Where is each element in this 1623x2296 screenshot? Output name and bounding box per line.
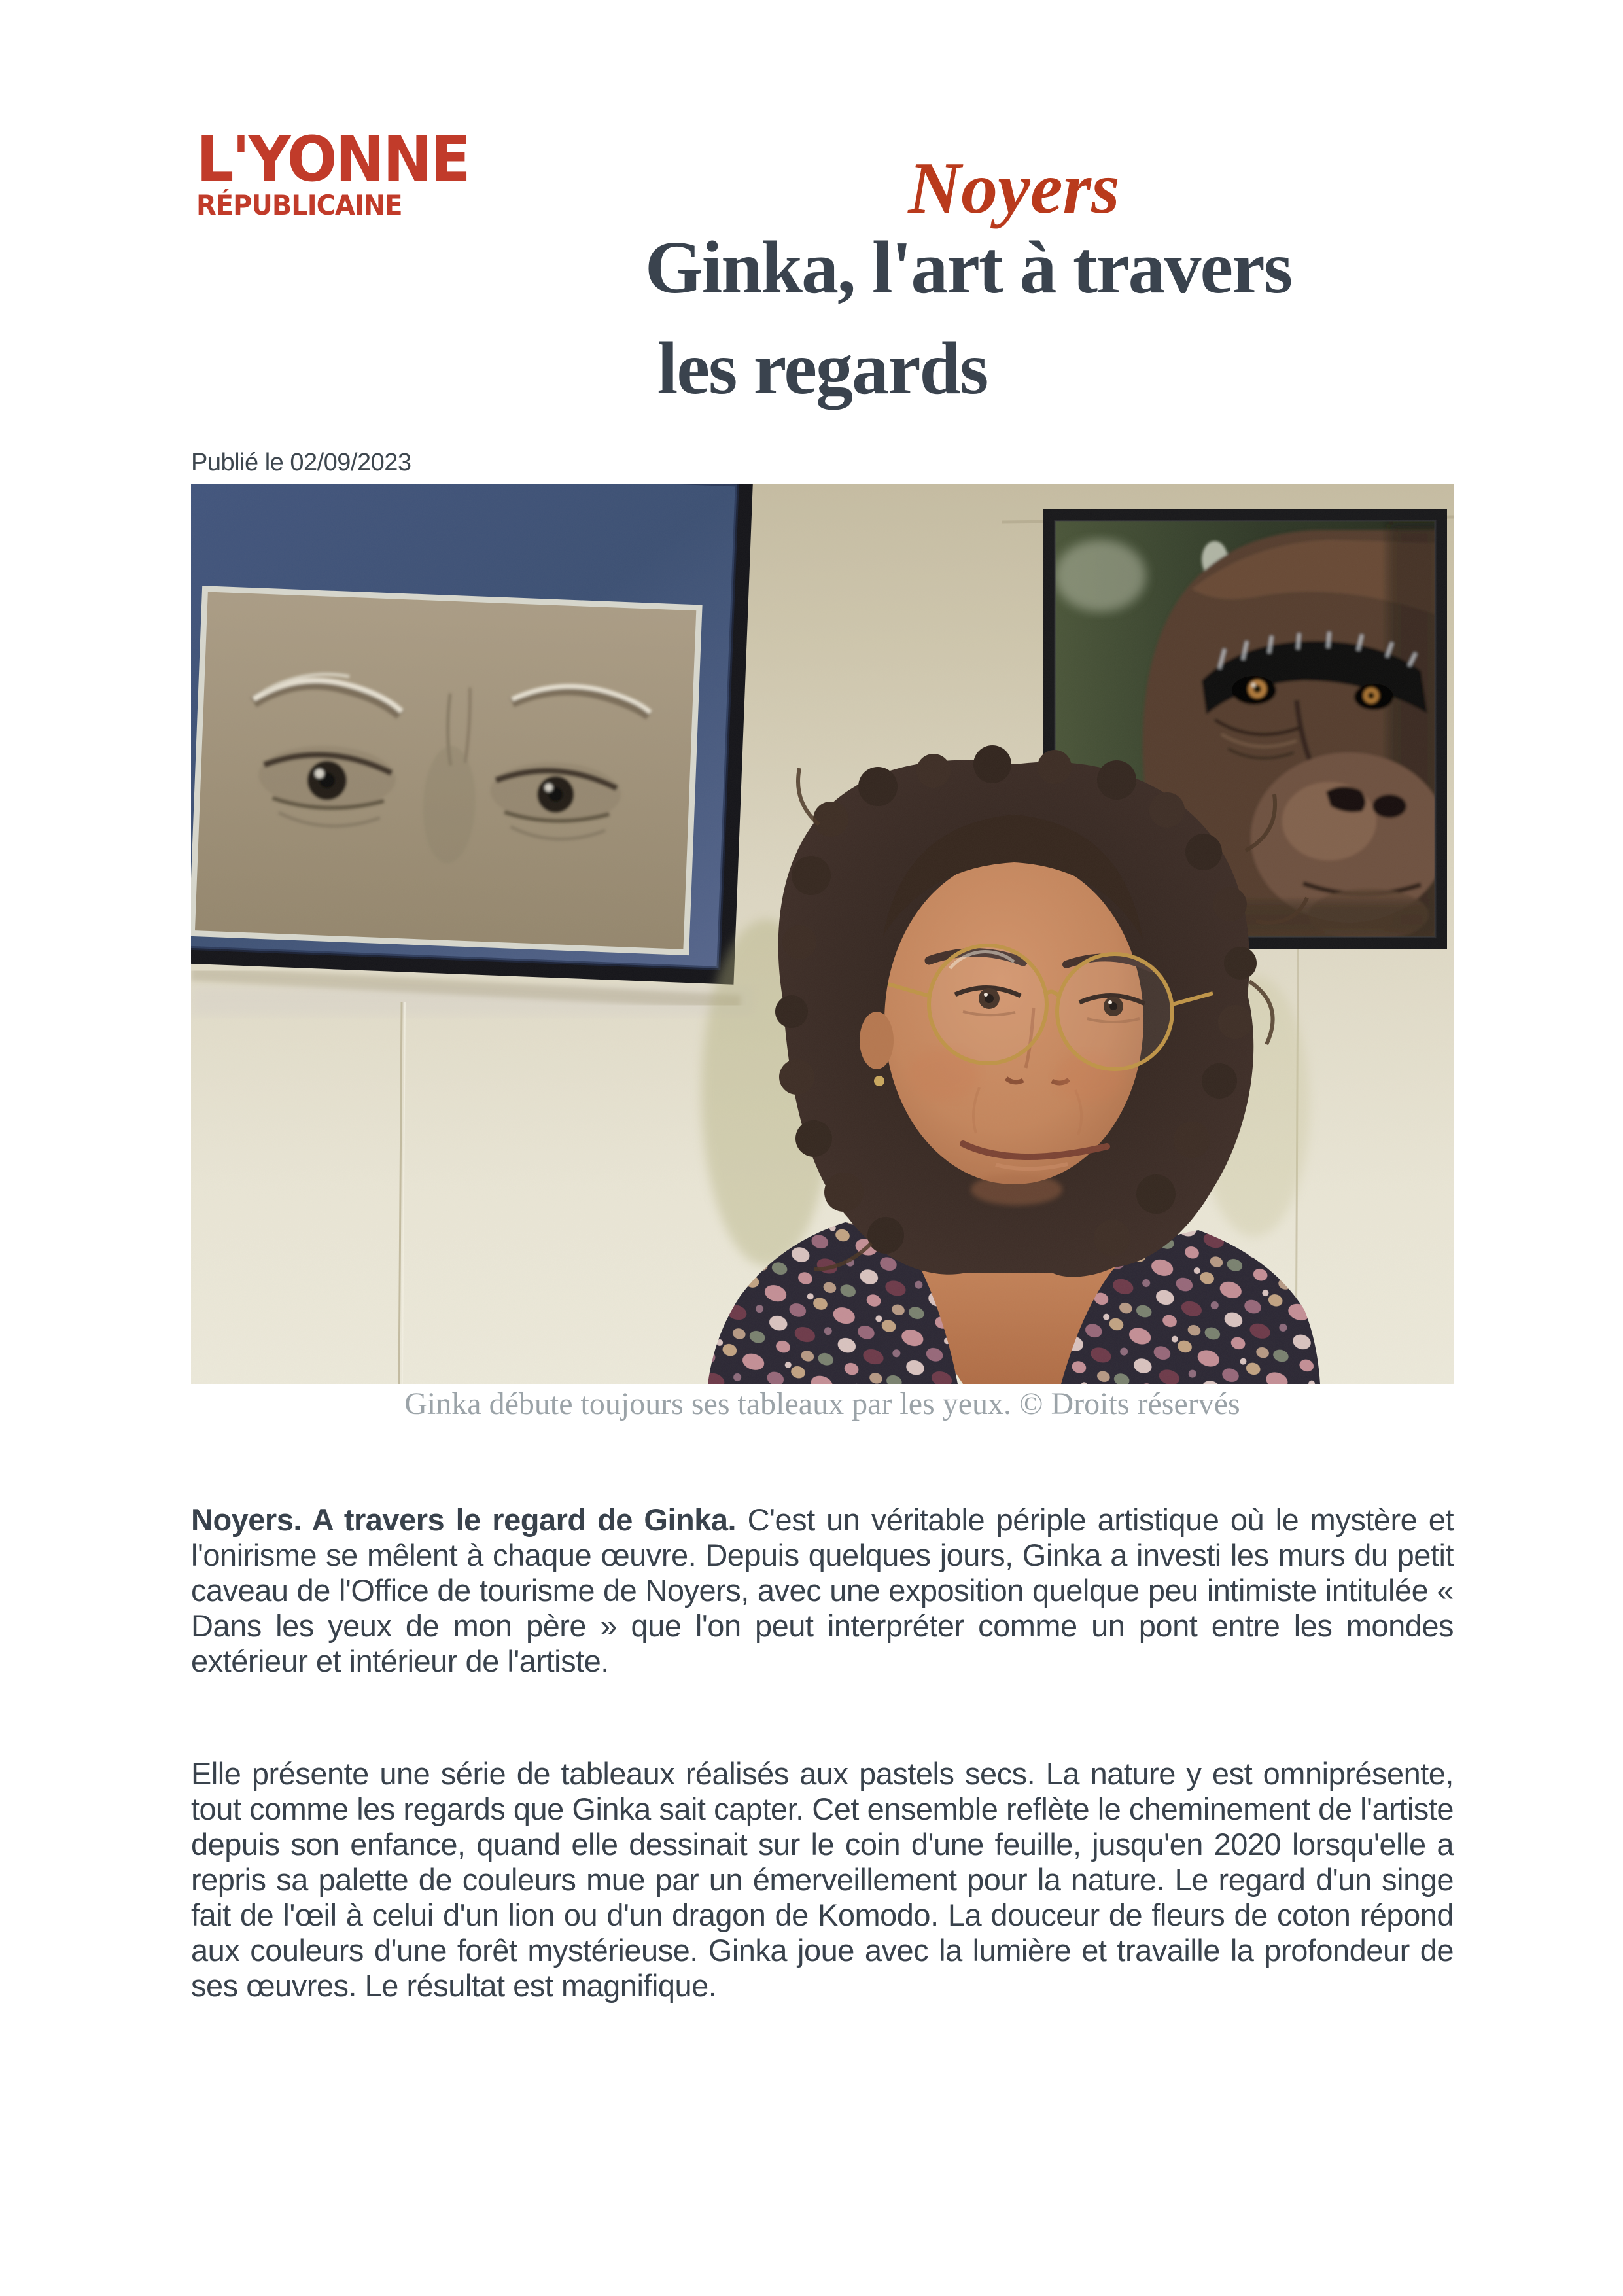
section-label: Noyers bbox=[908, 148, 1120, 229]
masthead-logo-line1: L'YONNE bbox=[196, 124, 469, 196]
photo-illustration bbox=[191, 484, 1454, 1384]
photo-grain bbox=[191, 484, 1454, 1384]
publish-date: Publié le 02/09/2023 bbox=[191, 449, 411, 476]
masthead-logo bbox=[196, 124, 469, 222]
paragraph-2: Elle présente une série de tableaux réalisés aux pastels secs. La nature y est omniprésente, tout comme les regards que Ginka sait capter. Cet ensemble reflète le cheminement de l'artiste depuis son enfance, quand elle dessinait sur le coin d'une feuille, jusqu'en 2020 lorsqu'elle a repris sa palette de couleurs mue par un émerveillement pour la nature. Le regard d'un singe fait de l'œil à celui d'un lion ou d'un dragon de Komodo. La douceur de fleurs de coton répond aux couleurs d'une forêt mystérieuse. Ginka joue avec la lumière et travaille la profondeur de ses œuvres. Le résultat est magnifique. bbox=[191, 1756, 1454, 2003]
article-title-line1: Ginka, l'art à travers bbox=[644, 226, 1292, 309]
article-title-line2: les regards bbox=[657, 327, 988, 410]
paragraph-1 bbox=[191, 1502, 1454, 1679]
masthead-logo-line2: RÉPUBLICAINE bbox=[196, 189, 402, 222]
article-photo bbox=[191, 484, 1454, 1384]
paragraph-1-lead: Noyers. A travers le regard de Ginka. bbox=[191, 1502, 737, 1537]
paragraph-1-text: C'est un véritable périple artistique où le mystère et l'onirisme se mêlent à chaque œuvre. Depuis quelques jours, Ginka a investi les murs du petit caveau de l'Office de tourisme de Noyers, avec une exposition quelque peu intimiste intitulée « Dans les yeux de mon père » que l'on peut interpréter comme un pont entre les mondes extérieur et intérieur de l'artiste. bbox=[191, 1502, 1454, 1678]
photo-caption: Ginka débute toujours ses tableaux par les yeux. © Droits réservés bbox=[404, 1386, 1240, 1421]
